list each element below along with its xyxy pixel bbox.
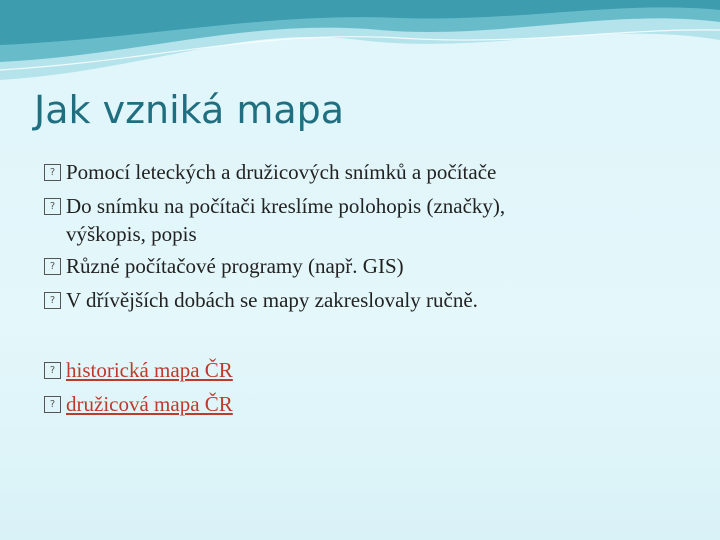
list-item [44,283,704,317]
bullet-icon: ? [44,396,61,413]
bullet-icon: ? [44,292,61,309]
bullet-icon: ? [44,198,61,215]
satellite-map-link[interactable]: družicová mapa ČR [66,392,233,416]
bullet-continuation: výškopis, popis [66,222,197,246]
historic-map-link[interactable]: historická mapa ČR [66,358,233,382]
spacer [44,317,704,353]
bullet-text: V dřívějších dobách se mapy zakreslovaly ručně. [66,288,478,312]
bullet-icon: ? [44,258,61,275]
link-item-historic-map [44,353,704,387]
bullet-icon: ? [44,362,61,379]
bullet-icon: ? [44,164,61,181]
bullet-list [44,155,704,421]
bullet-text: Pomocí leteckých a družicových snímků a počítače [66,160,497,184]
list-item [44,155,704,189]
header-wave-decoration [0,0,720,90]
bullet-text: Různé počítačové programy (např. GIS) [66,254,404,278]
link-item-satellite-map [44,387,704,421]
bullet-text: Do snímku na počítači kreslíme polohopis (značky), [66,194,506,218]
slide-title: Jak vzniká mapa [34,88,345,132]
list-item [44,249,704,283]
list-item [44,189,704,223]
